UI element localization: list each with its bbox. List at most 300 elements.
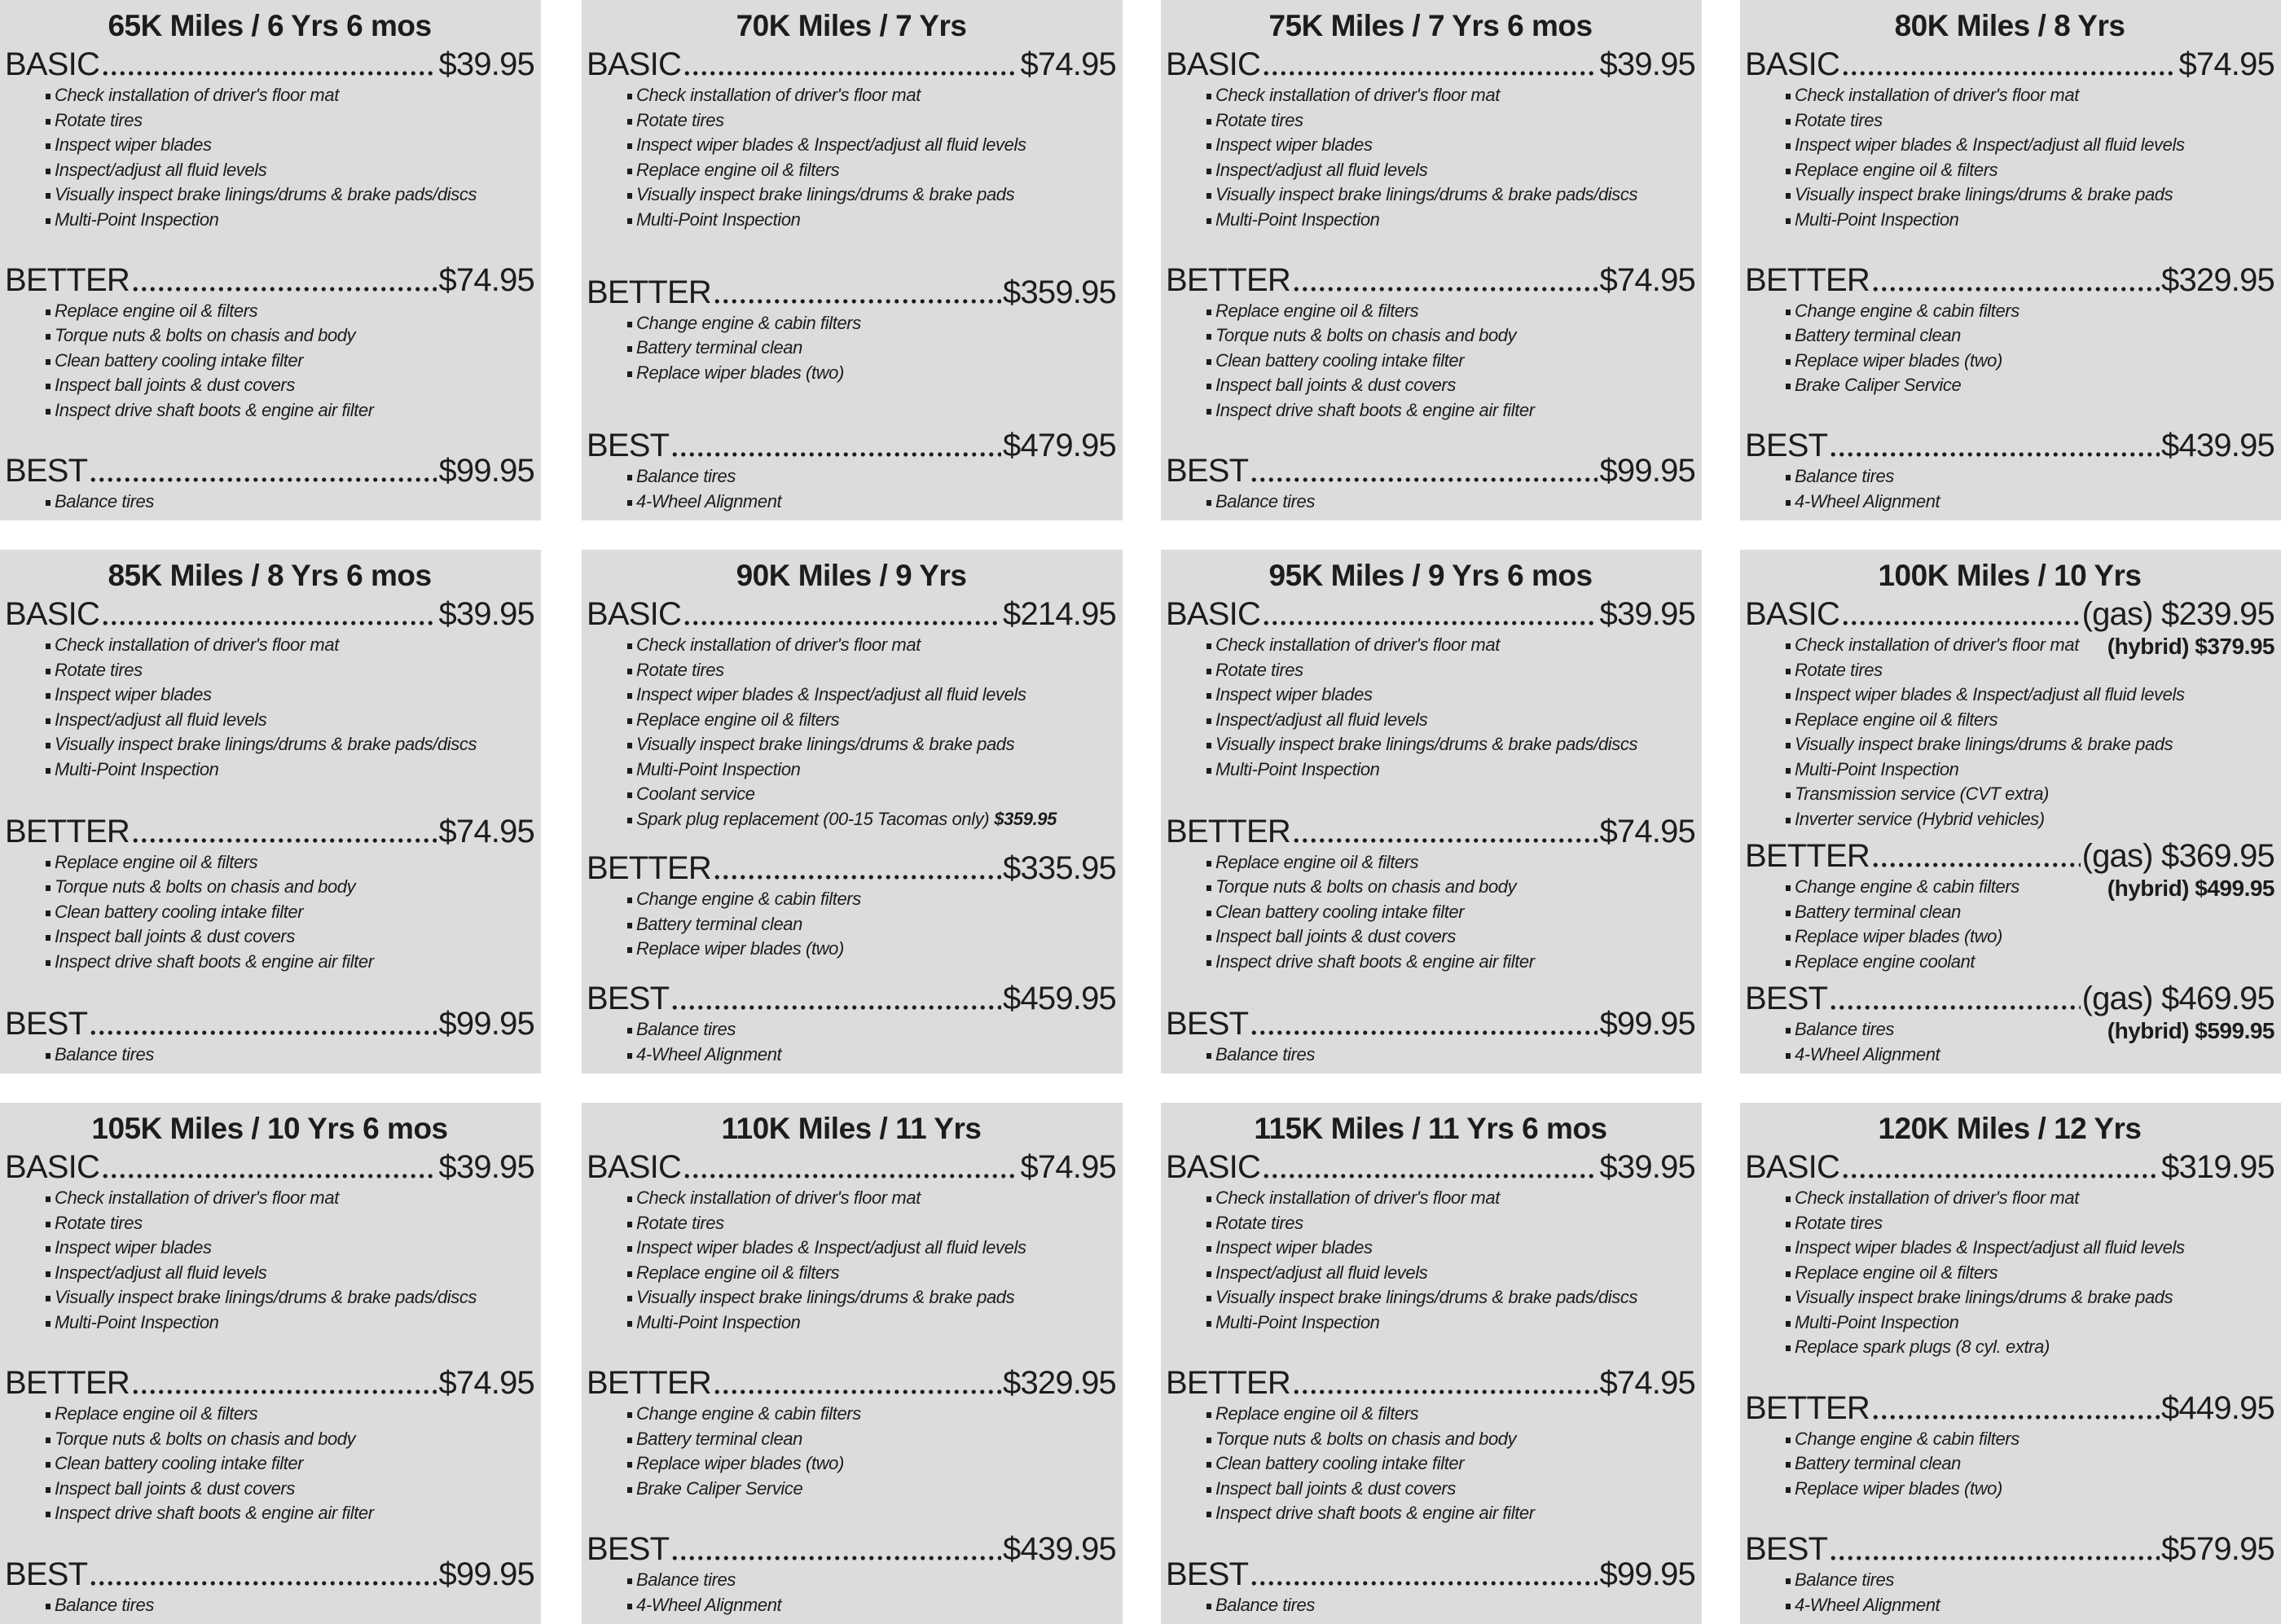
service-item: Replace engine oil & filters	[627, 708, 1116, 733]
service-item: Multi-Point Inspection	[46, 1310, 534, 1336]
tier-better	[1745, 837, 2274, 974]
card-top	[5, 8, 534, 232]
tier-header	[587, 274, 1116, 311]
service-list	[587, 464, 1116, 514]
service-item: Balance tires	[1786, 464, 2274, 489]
card-top	[1166, 1111, 1695, 1335]
card-top	[1166, 558, 1695, 782]
service-item: Replace engine oil & filters	[627, 1261, 1116, 1286]
service-item: Inspect ball joints & dust covers	[46, 924, 534, 950]
tier-label: BETTER	[5, 1365, 130, 1401]
service-item: 4-Wheel Alignment	[627, 1593, 1116, 1618]
dot-leader	[670, 1555, 1001, 1561]
service-item: Inspect ball joints & dust covers	[1206, 924, 1695, 950]
tier-price: $39.95	[438, 596, 534, 632]
service-item: Inspect ball joints & dust covers	[46, 373, 534, 398]
service-item: Torque nuts & bolts on chasis and body	[46, 1427, 534, 1452]
interval-title: 110K Miles / 11 Yrs	[721, 1112, 982, 1145]
service-item: Inspect wiper blades & Inspect/adjust all fluid levels	[1786, 683, 2274, 708]
service-list	[1745, 299, 2274, 398]
service-item-price: $359.95	[994, 808, 1057, 829]
tier-label: BEST	[1745, 1531, 1828, 1567]
tier-price: $39.95	[1599, 46, 1695, 82]
service-item-text: Spark plug replacement (00-15 Tacomas only)	[636, 808, 990, 829]
service-item: Visually inspect brake linings/drums & brake pads	[627, 732, 1116, 757]
service-interval-card	[1740, 1103, 2281, 1624]
service-item: Inspect ball joints & dust covers	[1206, 1477, 1695, 1502]
service-list	[587, 1402, 1116, 1501]
tier-price: $74.95	[1599, 261, 1695, 298]
tier-better	[5, 813, 534, 975]
service-item: Balance tires	[46, 1042, 534, 1068]
service-item: Battery terminal clean	[627, 336, 1116, 361]
dot-leader	[1829, 451, 2160, 458]
tier-label: BETTER	[1745, 261, 1870, 298]
dot-leader	[1262, 620, 1598, 626]
tier-header	[1166, 595, 1695, 633]
service-item: Inspect/adjust all fluid levels	[1206, 708, 1695, 733]
service-item: Coolant service	[627, 782, 1116, 807]
interval-title: 70K Miles / 7 Yrs	[736, 9, 967, 42]
service-list	[5, 1402, 534, 1526]
tier-header	[1745, 1148, 2274, 1186]
service-item: Visually inspect brake linings/drums & brake pads/discs	[1206, 732, 1695, 757]
service-item: Change engine & cabin filters	[627, 1402, 1116, 1427]
card-top	[5, 558, 534, 782]
tier-header	[1745, 1530, 2274, 1568]
tier-price: $74.95	[1020, 46, 1116, 82]
tier-price: $39.95	[438, 46, 534, 82]
dot-leader	[1262, 1173, 1598, 1179]
service-item: Visually inspect brake linings/drums & brake pads	[627, 1285, 1116, 1310]
interval-title: 115K Miles / 11 Yrs 6 mos	[1254, 1112, 1607, 1145]
tier-basic	[587, 46, 1116, 232]
service-item: Check installation of driver's floor mat	[1786, 1186, 2274, 1211]
tier-better	[587, 274, 1116, 386]
dot-leader	[1829, 1555, 2160, 1561]
card-top	[1166, 8, 1695, 232]
tier-header	[1745, 595, 2274, 633]
service-item: Replace engine oil & filters	[1206, 1402, 1695, 1427]
card-top	[1745, 8, 2274, 232]
tier-basic	[1166, 1148, 1695, 1335]
interval-title: 100K Miles / 10 Yrs	[1878, 559, 2142, 592]
service-item: Brake Caliper Service	[627, 1477, 1116, 1502]
card-top	[587, 558, 1116, 832]
service-item: Rotate tires	[1206, 658, 1695, 683]
service-interval-card	[1740, 0, 2281, 520]
service-item: Torque nuts & bolts on chasis and body	[1206, 875, 1695, 900]
tier-better	[1166, 261, 1695, 424]
dot-leader	[713, 1389, 1001, 1395]
service-list	[1166, 1186, 1695, 1335]
tier-header	[587, 980, 1116, 1017]
dot-leader	[1292, 837, 1598, 844]
dot-leader	[670, 451, 1001, 458]
service-item: Clean battery cooling intake filter	[1206, 900, 1695, 925]
service-item: Replace engine oil & filters	[46, 1402, 534, 1427]
tier-better	[5, 1364, 534, 1526]
service-item: Rotate tires	[1786, 1211, 2274, 1236]
service-interval-card	[0, 1103, 541, 1624]
tier-header	[1166, 1556, 1695, 1593]
tier-header	[1745, 837, 2274, 875]
service-item: Inspect/adjust all fluid levels	[1206, 1261, 1695, 1286]
service-list	[587, 633, 1116, 832]
tier-header	[1745, 1389, 2274, 1427]
service-item: Inspect ball joints & dust covers	[46, 1477, 534, 1502]
service-item: Inverter service (Hybrid vehicles)	[1786, 807, 2274, 832]
service-list	[587, 887, 1116, 962]
service-item: Replace engine oil & filters	[1206, 850, 1695, 876]
service-item: 4-Wheel Alignment	[1786, 489, 2274, 515]
tier-label: BETTER	[1166, 813, 1290, 849]
tier-label: BASIC	[1166, 596, 1261, 632]
service-item: Rotate tires	[627, 1211, 1116, 1236]
service-item: Replace wiper blades (two)	[1786, 924, 2274, 950]
interval-title: 80K Miles / 8 Yrs	[1894, 9, 2125, 42]
service-item: Check installation of driver's floor mat	[1786, 83, 2274, 108]
service-item: Visually inspect brake linings/drums & brake pads	[627, 182, 1116, 208]
tier-price: $74.95	[1599, 1365, 1695, 1401]
service-item: Balance tires	[1206, 1042, 1695, 1068]
dot-leader	[1871, 1414, 2160, 1420]
interval-title: 65K Miles / 6 Yrs 6 mos	[108, 9, 432, 42]
dot-leader	[1841, 620, 2081, 626]
service-item: Inspect drive shaft boots & engine air filter	[46, 398, 534, 424]
tier-basic	[1745, 1148, 2274, 1360]
card-top	[5, 1111, 534, 1335]
tier-basic	[587, 1148, 1116, 1335]
service-item: Battery terminal clean	[627, 1427, 1116, 1452]
tier-header	[1166, 46, 1695, 83]
dot-leader	[89, 1580, 437, 1587]
tier-price: $74.95	[438, 1365, 534, 1401]
tier-price: $439.95	[2161, 428, 2274, 463]
tier-header	[1745, 427, 2274, 464]
service-list	[1166, 850, 1695, 975]
tier-price: $449.95	[2161, 1389, 2274, 1426]
service-item: Inspect drive shaft boots & engine air filter	[1206, 950, 1695, 975]
tier-header	[5, 46, 534, 83]
tier-label: BETTER	[1166, 1365, 1290, 1401]
service-list	[587, 1017, 1116, 1067]
tier-label: BEST	[1166, 1005, 1249, 1042]
tier-label: BASIC	[1745, 596, 1840, 632]
tier-header	[587, 1530, 1116, 1568]
tier-header	[5, 1005, 534, 1042]
service-item: Clean battery cooling intake filter	[46, 900, 534, 925]
service-list	[1745, 1427, 2274, 1502]
service-item: Rotate tires	[1206, 108, 1695, 134]
tier-label: BETTER	[1745, 838, 1870, 874]
service-interval-card	[1740, 550, 2281, 1073]
service-item: Inspect wiper blades & Inspect/adjust all fluid levels	[1786, 133, 2274, 158]
tier-header	[5, 1556, 534, 1593]
service-list	[1166, 1593, 1695, 1618]
tier-price: $99.95	[438, 452, 534, 489]
tier-basic	[5, 46, 534, 232]
tier-header	[1745, 980, 2274, 1017]
dot-leader	[1871, 286, 2160, 292]
tier-price: (gas) $239.95	[2081, 596, 2274, 632]
tier-price: $459.95	[1003, 981, 1116, 1016]
tier-price: $39.95	[1599, 596, 1695, 632]
tier-header	[587, 595, 1116, 633]
tier-better	[1745, 1389, 2274, 1502]
service-interval-card	[582, 1103, 1123, 1624]
tier-header	[1166, 452, 1695, 489]
service-item: Torque nuts & bolts on chasis and body	[1206, 1427, 1695, 1452]
service-list	[1745, 464, 2274, 514]
tier-price: $359.95	[1003, 274, 1116, 310]
service-item: Balance tires	[1786, 1568, 2274, 1593]
service-item: Multi-Point Inspection	[627, 1310, 1116, 1336]
tier-basic	[1166, 46, 1695, 232]
tier-better	[5, 261, 534, 424]
tier-better	[1166, 813, 1695, 975]
service-list	[5, 489, 534, 515]
tier-label: BASIC	[1166, 1149, 1261, 1185]
service-item: Multi-Point Inspection	[1786, 1310, 2274, 1336]
service-item: Replace engine oil & filters	[1786, 1261, 2274, 1286]
service-item: Balance tires	[1206, 489, 1695, 515]
service-item: Balance tires	[46, 1593, 534, 1618]
tier-best	[1745, 980, 2274, 1067]
service-item: Rotate tires	[627, 658, 1116, 683]
interval-title: 105K Miles / 10 Yrs 6 mos	[91, 1112, 448, 1145]
service-item: Check installation of driver's floor mat	[1786, 633, 2274, 658]
dot-leader	[713, 298, 1001, 305]
tier-label: BETTER	[587, 274, 711, 310]
tier-price: $579.95	[2161, 1531, 2274, 1567]
service-item: 4-Wheel Alignment	[1786, 1593, 2274, 1618]
service-item: Battery terminal clean	[627, 912, 1116, 937]
service-item: 4-Wheel Alignment	[627, 489, 1116, 515]
interval-title: 85K Miles / 8 Yrs 6 mos	[108, 559, 432, 592]
service-item: Inspect wiper blades	[46, 1236, 534, 1261]
service-item: Clean battery cooling intake filter	[1206, 349, 1695, 374]
tier-label: BASIC	[587, 46, 682, 82]
service-item	[627, 807, 1116, 832]
tier-header	[587, 427, 1116, 464]
tier-header	[5, 452, 534, 489]
tier-best	[1166, 452, 1695, 515]
tier-label: BEST	[5, 1005, 88, 1042]
interval-title: 120K Miles / 12 Yrs	[1878, 1112, 2142, 1145]
tier-label: BASIC	[587, 596, 682, 632]
service-item: Inspect wiper blades & Inspect/adjust all fluid levels	[627, 683, 1116, 708]
service-item: Check installation of driver's floor mat	[1206, 83, 1695, 108]
tier-label: BETTER	[587, 1365, 711, 1401]
tier-label: BASIC	[1745, 1149, 1840, 1185]
service-item: Visually inspect brake linings/drums & brake pads/discs	[1206, 1285, 1695, 1310]
tier-label: BETTER	[1745, 1389, 1870, 1426]
service-item: Rotate tires	[627, 108, 1116, 134]
service-item: Clean battery cooling intake filter	[46, 349, 534, 374]
service-item: Multi-Point Inspection	[46, 757, 534, 783]
dot-leader	[1250, 1580, 1598, 1587]
service-item: Replace engine coolant	[1786, 950, 2274, 975]
tier-price: $39.95	[1599, 1149, 1695, 1185]
dot-leader	[683, 70, 1018, 77]
service-list	[1166, 299, 1695, 424]
dot-leader	[1829, 1004, 2080, 1011]
service-item: Inspect wiper blades & Inspect/adjust all fluid levels	[1786, 1236, 2274, 1261]
service-item: Inspect wiper blades & Inspect/adjust all fluid levels	[627, 133, 1116, 158]
dot-leader	[683, 1173, 1018, 1179]
tier-header	[5, 1364, 534, 1402]
tier-best	[587, 427, 1116, 514]
tier-better	[587, 849, 1116, 962]
tier-label: BASIC	[1745, 46, 1840, 82]
dot-leader	[713, 874, 1001, 880]
tier-label: BEST	[1166, 452, 1249, 489]
tier-label: BASIC	[587, 1149, 682, 1185]
service-item: Check installation of driver's floor mat	[46, 1186, 534, 1211]
tier-price: $74.95	[2178, 46, 2274, 82]
tier-label: BETTER	[5, 813, 130, 849]
service-item: Replace engine oil & filters	[1786, 708, 2274, 733]
dot-leader	[89, 476, 437, 483]
service-item: Visually inspect brake linings/drums & brake pads	[1786, 1285, 2274, 1310]
service-list	[587, 1568, 1116, 1617]
tier-price: $74.95	[1020, 1149, 1116, 1185]
service-item: Balance tires	[1206, 1593, 1695, 1618]
service-item: Inspect wiper blades & Inspect/adjust all fluid levels	[627, 1236, 1116, 1261]
service-item: Change engine & cabin filters	[1786, 875, 2274, 900]
tier-price: (gas) $469.95	[2081, 981, 2274, 1016]
dot-leader	[131, 286, 437, 292]
service-item: Balance tires	[627, 464, 1116, 489]
dot-leader	[101, 1173, 437, 1179]
service-item: Replace engine oil & filters	[1786, 158, 2274, 183]
tier-header	[587, 849, 1116, 887]
tier-basic	[1166, 595, 1695, 782]
tier-price: $319.95	[2161, 1149, 2274, 1185]
service-item: Replace wiper blades (two)	[627, 361, 1116, 386]
service-item: Torque nuts & bolts on chasis and body	[46, 323, 534, 349]
service-item: Replace spark plugs (8 cyl. extra)	[1786, 1335, 2274, 1360]
tier-best	[5, 1556, 534, 1618]
tier-label: BEST	[5, 1556, 88, 1592]
service-item: Clean battery cooling intake filter	[46, 1451, 534, 1477]
card-top	[1745, 558, 2274, 832]
tier-best	[5, 452, 534, 515]
tier-basic	[5, 595, 534, 782]
hybrid-price: (hybrid) $379.95	[2107, 634, 2274, 659]
interval-title: 75K Miles / 7 Yrs 6 mos	[1268, 9, 1593, 42]
tier-price: $214.95	[1003, 596, 1116, 632]
service-item: Inspect drive shaft boots & engine air filter	[1206, 1501, 1695, 1526]
service-item: Rotate tires	[1206, 1211, 1695, 1236]
service-list	[1166, 83, 1695, 232]
service-item: Visually inspect brake linings/drums & brake pads	[1786, 732, 2274, 757]
tier-label: BEST	[587, 428, 670, 463]
tier-price: $74.95	[1599, 813, 1695, 849]
service-item: Replace engine oil & filters	[46, 299, 534, 324]
tier-basic	[1745, 595, 2274, 832]
card-top	[1745, 1111, 2274, 1360]
service-interval-card	[582, 0, 1123, 520]
tier-basic	[587, 595, 1116, 832]
tier-best	[5, 1005, 534, 1068]
dot-leader	[1871, 862, 2081, 868]
service-item: Rotate tires	[1786, 108, 2274, 134]
tier-label: BEST	[1166, 1556, 1249, 1592]
service-item: Inspect ball joints & dust covers	[1206, 373, 1695, 398]
service-item: Torque nuts & bolts on chasis and body	[1206, 323, 1695, 349]
service-list	[587, 83, 1116, 232]
service-item: Multi-Point Inspection	[1206, 757, 1695, 783]
dot-leader	[101, 70, 437, 77]
tier-best	[1745, 427, 2274, 514]
tier-label: BETTER	[5, 261, 130, 298]
tier-header	[1166, 813, 1695, 850]
tier-label: BASIC	[5, 46, 100, 82]
service-item: Visually inspect brake linings/drums & brake pads	[1786, 182, 2274, 208]
service-item: Torque nuts & bolts on chasis and body	[46, 875, 534, 900]
service-list	[1166, 1042, 1695, 1068]
service-list	[587, 1186, 1116, 1335]
service-interval-card	[0, 550, 541, 1073]
tier-better	[587, 1364, 1116, 1501]
service-list	[587, 311, 1116, 386]
service-item: Inspect/adjust all fluid levels	[46, 158, 534, 183]
tier-header	[5, 261, 534, 299]
service-list	[5, 850, 534, 975]
tier-header	[1166, 1364, 1695, 1402]
dot-leader	[1292, 286, 1598, 292]
tier-better	[1166, 1364, 1695, 1526]
service-item: Balance tires	[46, 489, 534, 515]
tier-label: BEST	[587, 1531, 670, 1567]
dot-leader	[670, 1004, 1001, 1011]
service-item: Balance tires	[627, 1017, 1116, 1042]
service-item: Inspect drive shaft boots & engine air filter	[46, 950, 534, 975]
service-item: Inspect/adjust all fluid levels	[1206, 158, 1695, 183]
service-item: Inspect wiper blades	[1206, 1236, 1695, 1261]
service-item: Check installation of driver's floor mat	[627, 633, 1116, 658]
tier-header	[587, 1364, 1116, 1402]
service-interval-card	[0, 0, 541, 520]
tier-header	[1166, 1005, 1695, 1042]
service-list	[5, 83, 534, 232]
hybrid-price: (hybrid) $499.95	[2107, 876, 2274, 901]
tier-header	[1745, 261, 2274, 299]
dot-leader	[101, 620, 437, 626]
service-item: Clean battery cooling intake filter	[1206, 1451, 1695, 1477]
tier-price: $335.95	[1003, 850, 1116, 887]
tier-header	[1166, 261, 1695, 299]
service-item: Replace wiper blades (two)	[627, 1451, 1116, 1477]
dot-leader	[131, 837, 437, 844]
service-interval-card	[1161, 550, 1702, 1073]
service-list	[5, 1042, 534, 1068]
service-interval-card	[582, 550, 1123, 1073]
service-item: Change engine & cabin filters	[627, 311, 1116, 336]
tier-header	[587, 46, 1116, 83]
service-item: Check installation of driver's floor mat	[627, 1186, 1116, 1211]
tier-price: $39.95	[438, 1149, 534, 1185]
interval-title: 90K Miles / 9 Yrs	[736, 559, 967, 592]
service-interval-card	[1161, 0, 1702, 520]
service-item: Multi-Point Inspection	[1786, 208, 2274, 233]
dot-leader	[1250, 1029, 1598, 1036]
tier-label: BETTER	[587, 850, 711, 887]
service-list	[5, 633, 534, 782]
service-list	[1166, 489, 1695, 515]
